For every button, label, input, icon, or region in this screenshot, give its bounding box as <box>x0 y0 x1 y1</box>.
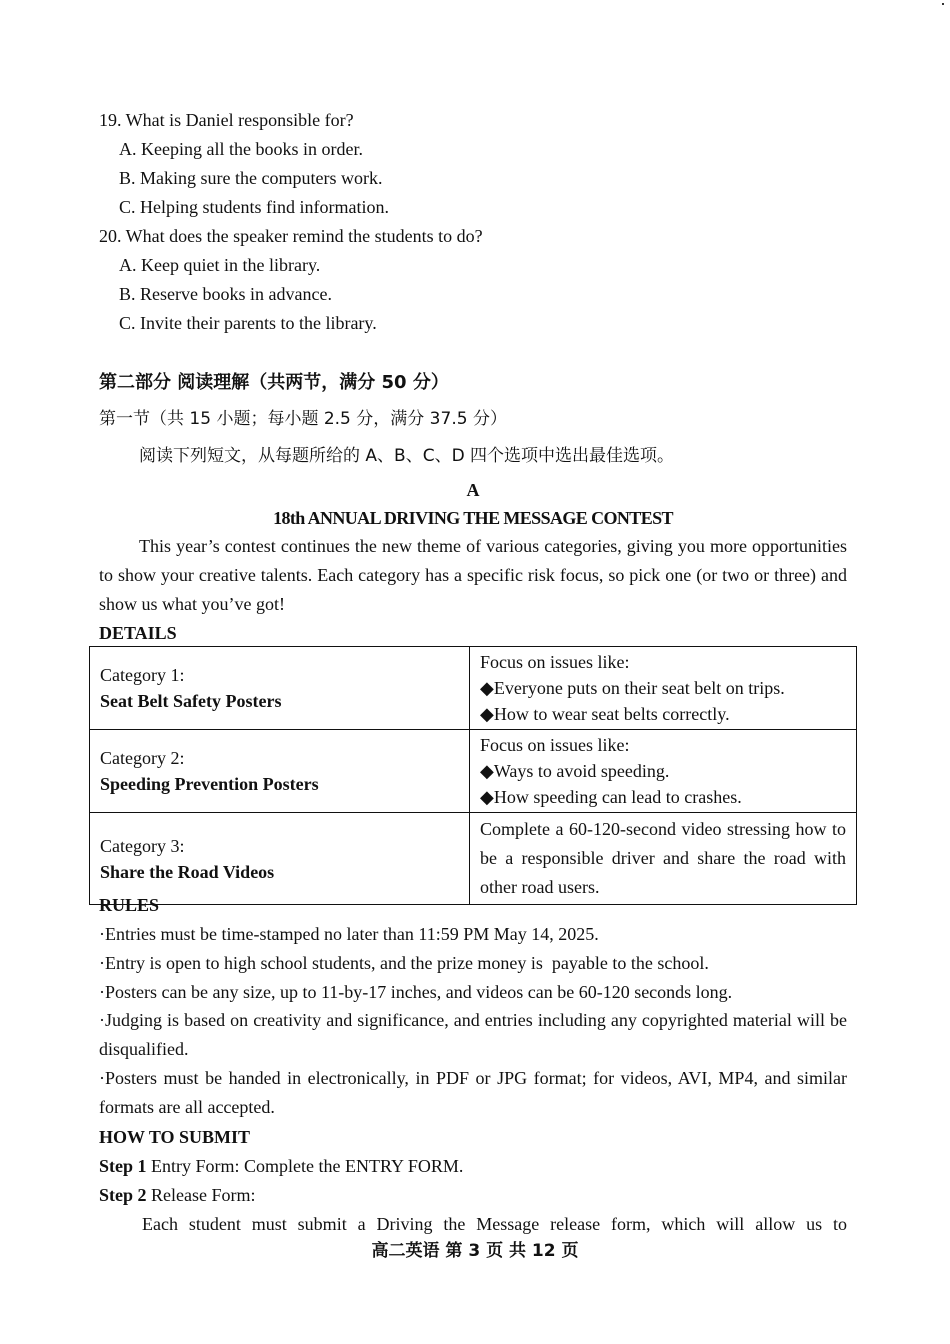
step-label: Step 1 <box>99 1156 147 1176</box>
corner-mark <box>942 3 944 5</box>
question-19-stem: 19. What is Daniel responsible for? <box>99 110 354 130</box>
table-row <box>90 647 857 730</box>
question-19-option-a: A. Keeping all the books in order. <box>119 139 363 159</box>
question-20-option-a: A. Keep quiet in the library. <box>119 255 321 275</box>
details-table <box>89 646 857 905</box>
step-label: Step 2 <box>99 1185 147 1205</box>
focus-heading: Focus on issues like: <box>480 652 630 672</box>
table-row <box>90 813 857 905</box>
rule-item: ·Posters can be any size, up to 11-by-17 inches, and videos can be 60-120 seconds long. <box>99 982 733 1002</box>
diamond-icon: ◆ <box>480 787 494 807</box>
list-item: ◆How speeding can lead to crashes. <box>480 787 742 807</box>
list-item: ◆Ways to avoid speeding. <box>480 761 670 781</box>
details-heading: DETAILS <box>99 623 177 643</box>
rule-item: ·Entry is open to high school students, and the prize money is payable to the school. <box>99 953 709 973</box>
passage-title: 18th ANNUAL DRIVING THE MESSAGE CONTEST <box>273 508 673 528</box>
focus-heading: Focus on issues like: <box>480 735 630 755</box>
instruction: 阅读下列短文，从每题所给的 A、B、C、D 四个选项中选出最佳选项。 <box>139 446 675 466</box>
category-label: Category 1: <box>100 665 185 685</box>
passage-letter: A <box>466 480 480 500</box>
section-title: 第一节（共 15 小题；每小题 2.5 分，满分 37.5 分） <box>99 409 507 429</box>
step-2 <box>99 1184 256 1206</box>
question-19-option-c: C. Helping students find information. <box>119 197 389 217</box>
category-cell <box>90 730 470 813</box>
focus-cell <box>470 647 857 730</box>
intro-paragraph: This year’s contest continues the new theme of various categories, giving you more opportunities to show your creative talents. Each category has a specific risk focus, so pick one (or two or three) and show us what you’ve got! <box>99 536 847 614</box>
focus-cell <box>470 730 857 813</box>
question-19-option-b: B. Making sure the computers work. <box>119 168 383 188</box>
list-item: ◆Everyone puts on their seat belt on trips. <box>480 678 785 698</box>
question-20-option-b: B. Reserve books in advance. <box>119 284 332 304</box>
submit-heading: HOW TO SUBMIT <box>99 1127 251 1147</box>
step-text: Entry Form: Complete the ENTRY FORM. <box>146 1156 464 1176</box>
rule-item: ·Entries must be time-stamped no later than 11:59 PM May 14, 2025. <box>99 924 599 944</box>
list-item: ◆How to wear seat belts correctly. <box>480 704 730 724</box>
category-name: Seat Belt Safety Posters <box>100 691 282 711</box>
category-label: Category 3: <box>100 835 185 856</box>
category-label: Category 2: <box>100 748 185 768</box>
question-20-stem: 20. What does the speaker remind the students to do? <box>99 226 483 246</box>
description-cell: Complete a 60-120-second video stressing how to be a responsible driver and share the road with other road users. <box>470 813 857 905</box>
rule-item: ·Judging is based on creativity and significance, and entries including any copyrighted material will be disqualified. <box>99 1010 847 1059</box>
category-name: Share the Road Videos <box>100 861 275 882</box>
rules-heading: RULES <box>99 895 160 915</box>
category-cell <box>90 647 470 730</box>
question-20-option-c: C. Invite their parents to the library. <box>119 313 377 333</box>
diamond-icon: ◆ <box>480 704 494 724</box>
step-2-body: Each student must submit a Driving the Message release form, which will allow us to <box>142 1214 847 1234</box>
part-title: 第二部分 阅读理解（共两节，满分 50 分） <box>99 372 449 393</box>
category-name: Speeding Prevention Posters <box>100 774 319 794</box>
category-cell <box>90 813 470 905</box>
step-1 <box>99 1155 463 1177</box>
diamond-icon: ◆ <box>480 761 494 781</box>
table-row <box>90 730 857 813</box>
step-text: Release Form: <box>146 1185 256 1205</box>
rule-item: ·Posters must be handed in electronically, in PDF or JPG format; for videos, AVI, MP4, and similar formats are all accepted. <box>99 1068 847 1117</box>
diamond-icon: ◆ <box>480 678 494 698</box>
page-footer: 高二英语 第 3 页 共 12 页 <box>371 1241 579 1261</box>
